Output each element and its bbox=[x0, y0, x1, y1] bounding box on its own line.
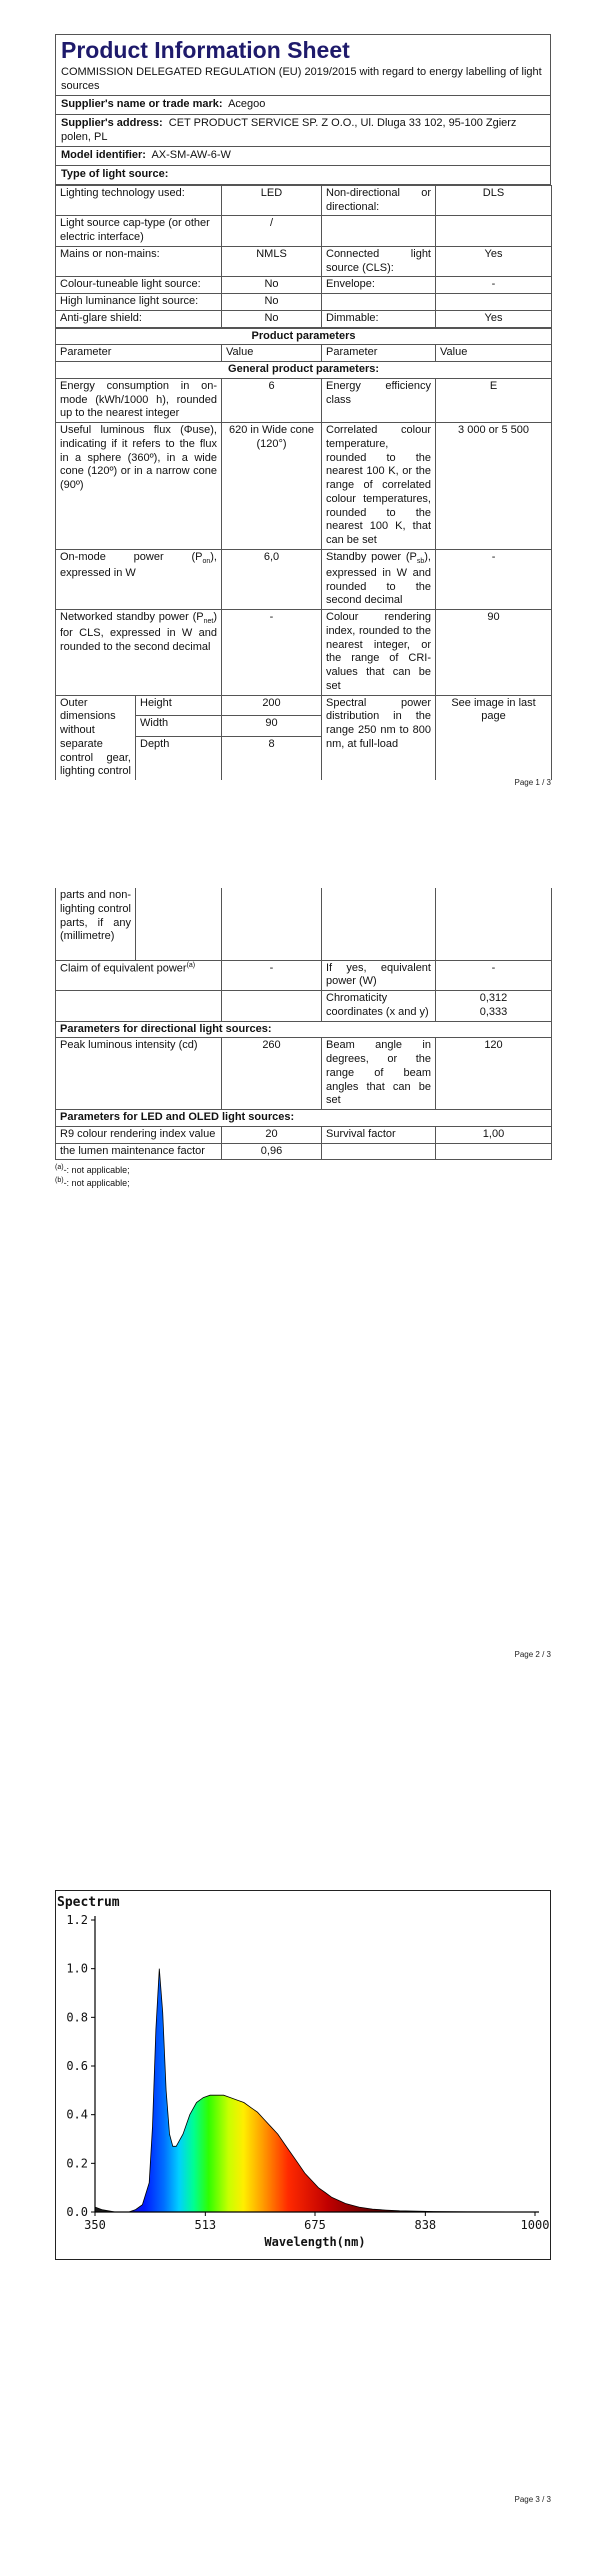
table-row bbox=[56, 246, 552, 277]
r9-value: 20 bbox=[222, 1126, 322, 1143]
type-table bbox=[55, 185, 552, 328]
cri-label: Colour rendering index, rounded to the nearest integer, or the range of CRI-values that can be set bbox=[322, 610, 436, 696]
efficiency-label: Energy efficiency class bbox=[322, 378, 436, 422]
highlum-value: No bbox=[222, 294, 322, 311]
table-row bbox=[56, 549, 552, 609]
info-sheet-page-2 bbox=[55, 888, 551, 1190]
power-sub: on bbox=[202, 558, 211, 566]
height-label: Height bbox=[136, 695, 222, 716]
model-label: Model identifier: bbox=[61, 149, 146, 162]
dims-label-continued: parts and non-lighting control parts, if any (millimetre) bbox=[56, 888, 136, 960]
energy-value: 6 bbox=[222, 378, 322, 422]
table-row bbox=[56, 991, 552, 1022]
cap-label: Light source cap-type (or other electric interface) bbox=[56, 216, 222, 247]
y-tick-label: 0.6 bbox=[66, 2059, 88, 2073]
envelope-label: Envelope: bbox=[322, 277, 436, 294]
y-tick-label: 0.4 bbox=[66, 2107, 88, 2122]
x-tick-label: 838 bbox=[414, 2218, 437, 2232]
footnote-b-mark: (b) bbox=[55, 1177, 64, 1185]
col-value-header: Value bbox=[222, 345, 322, 362]
x-axis-label: Wavelength(nm) bbox=[264, 2235, 366, 2249]
table-row bbox=[56, 888, 552, 960]
antiglare-label: Anti-glare shield: bbox=[56, 310, 222, 327]
col-parameter-header: Parameter bbox=[56, 345, 222, 362]
depth-value: 8 bbox=[222, 736, 322, 780]
depth-label: Depth bbox=[136, 736, 222, 780]
cct-label: Correlated colour temperature, rounded to the nearest 100 K, or the range of correlated colour temperatures, rounded to the nearest 100 K, that can be set bbox=[322, 423, 436, 550]
page-number: Page 2 / 3 bbox=[514, 1650, 551, 1659]
page-number: Page 3 / 3 bbox=[514, 2495, 551, 2504]
mains-value: NMLS bbox=[222, 246, 322, 277]
energy-label: Energy consumption in on-mode (kWh/1000 h), rounded up to the nearest integer bbox=[56, 378, 222, 422]
spectrum-chart bbox=[55, 1890, 551, 2260]
page-2 bbox=[0, 820, 603, 1700]
supplier-name: Acegoo bbox=[228, 98, 266, 111]
antiglare-value: No bbox=[222, 310, 322, 327]
lumen-label: the lumen maintenance factor bbox=[56, 1143, 222, 1160]
spd-value: See image in last page bbox=[436, 695, 552, 780]
empty-cell bbox=[436, 1143, 552, 1160]
empty-cell bbox=[222, 991, 322, 1022]
tech-label: Lighting technology used: bbox=[56, 185, 222, 216]
type-heading: Type of light source: bbox=[56, 166, 551, 185]
table-row bbox=[56, 423, 552, 550]
table-row bbox=[56, 277, 552, 294]
footnote-b-text: -: not applicable; bbox=[63, 1178, 130, 1189]
tuneable-value: No bbox=[222, 277, 322, 294]
directional-heading: Parameters for directional light sources: bbox=[56, 1021, 552, 1038]
chroma-value: 0,312 0,333 bbox=[436, 991, 552, 1022]
net-label-b: ) for CLS, expressed in W and rounded to the second decimal bbox=[60, 611, 217, 653]
x-tick-label: 675 bbox=[304, 2218, 326, 2232]
table-row bbox=[56, 1143, 552, 1160]
model-row bbox=[56, 147, 551, 166]
spectrum-chart-svg bbox=[55, 1890, 551, 2260]
col-value-header: Value bbox=[436, 345, 552, 362]
table-row bbox=[56, 294, 552, 311]
table-row bbox=[56, 610, 552, 696]
flux-label: Useful luminous flux (Φuse), indicating if it refers to the flux in a sphere (360º), in a wide cone (120º) or in a narrow cone (90º) bbox=[56, 423, 222, 550]
info-sheet-page-1 bbox=[55, 34, 551, 780]
directional-value: DLS bbox=[436, 185, 552, 216]
general-parameters-heading: General product parameters: bbox=[56, 362, 552, 379]
col-parameter-header: Parameter bbox=[322, 345, 436, 362]
cls-label: Connected light source (CLS): bbox=[322, 246, 436, 277]
cct-value: 3 000 or 5 500 bbox=[436, 423, 552, 550]
width-label: Width bbox=[136, 716, 222, 737]
net-value: - bbox=[222, 610, 322, 696]
survival-label: Survival factor bbox=[322, 1126, 436, 1143]
envelope-value: - bbox=[436, 277, 552, 294]
y-tick-label: 1.0 bbox=[66, 1961, 88, 1976]
width-value: 90 bbox=[222, 716, 322, 737]
footnote-b bbox=[55, 1176, 551, 1189]
led-heading: Parameters for LED and OLED light sources: bbox=[56, 1110, 552, 1127]
supplier-address: CET PRODUCT SERVICE SP. Z O.O., Ul. Dluga 33 102, 95-100 Zgierz polen, PL bbox=[61, 116, 517, 143]
x-tick-label: 513 bbox=[194, 2218, 217, 2232]
empty-cell bbox=[436, 888, 552, 960]
height-value: 200 bbox=[222, 695, 322, 716]
equiv-label bbox=[56, 960, 222, 991]
table-row bbox=[56, 1038, 552, 1110]
dims-label: Outer dimensions without separate control gear, lighting control bbox=[56, 695, 136, 780]
x-tick-label: 1000 bbox=[520, 2218, 550, 2232]
params-table-continued bbox=[55, 888, 552, 1160]
y-tick-label: 0.0 bbox=[66, 2205, 88, 2219]
cap-value: / bbox=[222, 216, 322, 247]
equiv-label-text: Claim of equivalent power bbox=[60, 962, 187, 975]
y-tick-label: 0.8 bbox=[66, 2010, 88, 2025]
beam-label: Beam angle in degrees, or the range of beam angles that can be set bbox=[322, 1038, 436, 1110]
lumen-value: 0,96 bbox=[222, 1143, 322, 1160]
footnote-a-mark: (a) bbox=[55, 1164, 64, 1172]
footnote-a bbox=[55, 1163, 551, 1176]
table-row bbox=[56, 185, 552, 216]
table-row bbox=[56, 1126, 552, 1143]
dimmable-value: Yes bbox=[436, 310, 552, 327]
power-label-b: ), expressed in W bbox=[60, 550, 217, 579]
cri-value: 90 bbox=[436, 610, 552, 696]
mains-label: Mains or non-mains: bbox=[56, 246, 222, 277]
standby-label-a: Standby power (P bbox=[326, 550, 417, 563]
page-1 bbox=[0, 0, 603, 820]
empty-cell bbox=[322, 216, 436, 247]
r9-label: R9 colour rendering index value bbox=[56, 1126, 222, 1143]
empty-cell bbox=[56, 991, 222, 1022]
power-value: 6,0 bbox=[222, 549, 322, 609]
peak-value: 260 bbox=[222, 1038, 322, 1110]
title-cell bbox=[56, 35, 551, 96]
supplier-address-label: Supplier's address: bbox=[61, 116, 163, 129]
net-label bbox=[56, 610, 222, 696]
empty-cell bbox=[436, 216, 552, 247]
cls-value: Yes bbox=[436, 246, 552, 277]
chroma-label: Chromaticity coordinates (x and y) bbox=[322, 991, 436, 1022]
table-row bbox=[56, 695, 552, 716]
table-row bbox=[56, 310, 552, 327]
table-row bbox=[56, 216, 552, 247]
y-tick-label: 1.2 bbox=[66, 1913, 88, 1927]
product-parameters-heading: Product parameters bbox=[56, 328, 552, 345]
empty-cell bbox=[222, 888, 322, 960]
flux-value: 620 in Wide cone (120°) bbox=[222, 423, 322, 550]
page-number: Page 1 / 3 bbox=[514, 778, 551, 787]
table-row bbox=[56, 960, 552, 991]
power-label bbox=[56, 549, 222, 609]
empty-cell bbox=[322, 1143, 436, 1160]
equiv-sup: (a) bbox=[186, 961, 196, 969]
equivw-value: - bbox=[436, 960, 552, 991]
footnotes bbox=[55, 1163, 551, 1189]
standby-label-b: ), expressed in W and rounded to the second decimal bbox=[326, 550, 431, 607]
spd-label: Spectral power distribution in the range 250 nm to 800 nm, at full-load bbox=[322, 695, 436, 780]
tech-value: LED bbox=[222, 185, 322, 216]
net-label-a: Networked standby power (P bbox=[60, 611, 204, 624]
supplier-address-row bbox=[56, 114, 551, 147]
tuneable-label: Colour-tuneable light source: bbox=[56, 277, 222, 294]
table-row bbox=[56, 345, 552, 362]
dimmable-label: Dimmable: bbox=[322, 310, 436, 327]
survival-value: 1,00 bbox=[436, 1126, 552, 1143]
supplier-name-row bbox=[56, 96, 551, 115]
supplier-name-label: Supplier's name or trade mark: bbox=[61, 98, 223, 111]
table-row bbox=[56, 378, 552, 422]
highlum-label: High luminance light source: bbox=[56, 294, 222, 311]
empty-cell bbox=[136, 888, 222, 960]
efficiency-value: E bbox=[436, 378, 552, 422]
chart-title: Spectrum bbox=[57, 1895, 120, 1910]
equivw-label: If yes, equivalent power (W) bbox=[322, 960, 436, 991]
header-table bbox=[55, 34, 551, 185]
empty-cell bbox=[322, 294, 436, 311]
model-identifier: AX-SM-AW-6-W bbox=[151, 149, 231, 162]
standby-label bbox=[322, 549, 436, 609]
power-label-a: On-mode power (P bbox=[60, 550, 203, 563]
peak-label: Peak luminous intensity (cd) bbox=[56, 1038, 222, 1110]
equiv-value: - bbox=[222, 960, 322, 991]
standby-value: - bbox=[436, 549, 552, 609]
empty-cell bbox=[436, 294, 552, 311]
net-sub: net bbox=[203, 618, 214, 626]
regulation-text: COMMISSION DELEGATED REGULATION (EU) 2019/2015 with regard to energy labelling of light sources bbox=[61, 65, 542, 92]
params-table bbox=[55, 328, 552, 780]
beam-value: 120 bbox=[436, 1038, 552, 1110]
directional-label: Non-directional or directional: bbox=[322, 185, 436, 216]
y-tick-label: 0.2 bbox=[66, 2156, 88, 2171]
page-title: Product Information Sheet bbox=[61, 37, 350, 63]
empty-cell bbox=[322, 888, 436, 960]
x-tick-label: 350 bbox=[84, 2218, 106, 2232]
standby-sub: sb bbox=[416, 558, 425, 566]
footnote-a-text: -: not applicable; bbox=[63, 1165, 130, 1176]
